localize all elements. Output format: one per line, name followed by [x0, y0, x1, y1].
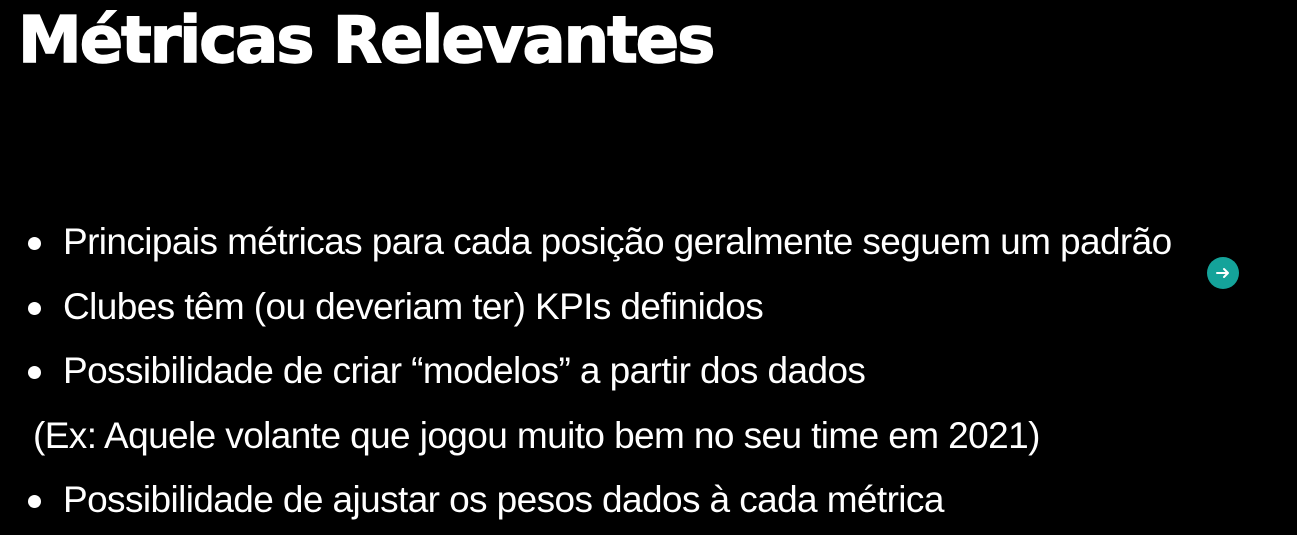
arrow-right-icon [1214, 264, 1232, 282]
bullet-list [0, 210, 1297, 533]
bullet-text: Principais métricas para cada posição geralmente seguem um padrão [63, 221, 1172, 262]
bullet-item [0, 275, 1297, 340]
slide-title: Métricas Relevantes [18, 4, 714, 78]
bullet-text: Possibilidade de ajustar os pesos dados à cada métrica [63, 479, 944, 520]
bullet-text: Possibilidade de criar “modelos” a partir dos dados [63, 350, 866, 391]
bullet-dot-icon [28, 302, 41, 315]
bullet-text: Clubes têm (ou deveriam ter) KPIs definidos [63, 285, 764, 327]
bullet-example-text: (Ex: Aquele volante que jogou muito bem no seu time em 2021) [33, 414, 1040, 456]
bullet-item [0, 210, 1297, 275]
bullet-dot-icon [28, 366, 41, 379]
bullet-item [0, 339, 1297, 404]
bullet-dot-icon [28, 495, 41, 508]
pointer-cursor[interactable] [1207, 257, 1239, 289]
bullet-dot-icon [28, 237, 41, 250]
bullet-item [0, 468, 1297, 533]
bullet-continuation [0, 404, 1297, 469]
